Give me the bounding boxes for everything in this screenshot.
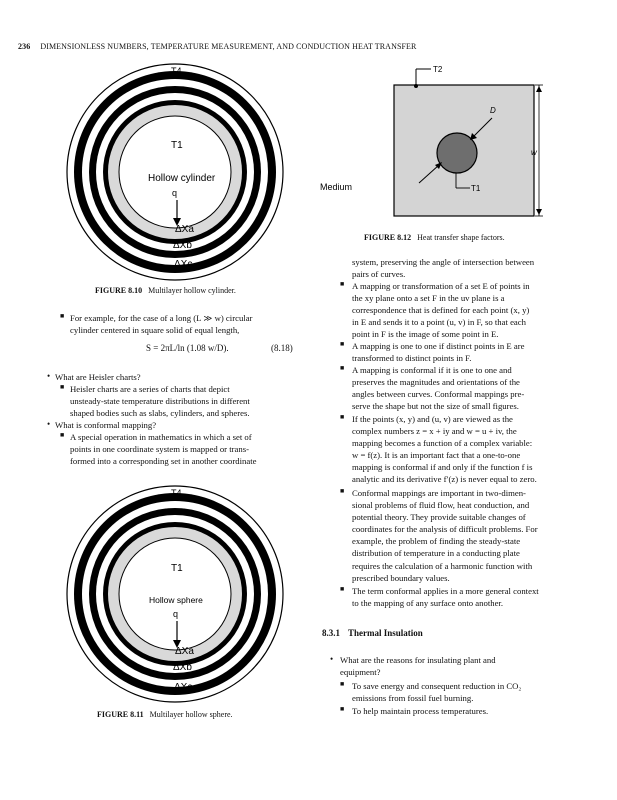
- bullet-mapping-definition: ■ A mapping or transformation of a set E of points in the xy plane onto a set F in the uv plane is a correspondence that is defined for each point (x, y) in E and sends it to a point (u, v) in F, so that each point in F is the image of some point in E.: [340, 280, 530, 340]
- t1-label: T1: [171, 140, 183, 151]
- dxa-label: ΔXa: [175, 646, 194, 657]
- t2-label: T2: [433, 65, 443, 74]
- w-arrow-bottom: [536, 209, 542, 215]
- dxc-label: ΔXc: [174, 259, 193, 270]
- t1-label: T1: [171, 563, 183, 574]
- reason-save-energy: ■ To save energy and consequent reduction in CO₂ emissions from fossil fuel burning.: [340, 680, 522, 704]
- q-label: q: [173, 609, 179, 619]
- t4-label: T4: [171, 488, 182, 498]
- bullet-conformal-importance: ■ Conformal mappings are important in two-dimen- sional problems of fluid flow, heat conduction, and potential theory. They provide suitable changes of coordinates for the analysis of difficult problems. For example, the problem of finding the steady-state distribution of temperature in a conducting plate requires the calculation of a harmonic function with prescribed boundary values.: [340, 487, 538, 583]
- bullet-one-to-one: ■ A mapping is one to one if distinct points in E are transformed to distinct points in F.: [340, 340, 525, 364]
- bullet-conformal-definition: ■ A mapping is conformal if it is one to one and preserves the magnitudes and orientations of the angles between curves. Conformal mappings pre- serve the shape but not the size of small figures.: [340, 364, 525, 412]
- dxb-label: ΔXb: [173, 662, 192, 673]
- t1-label: T1: [471, 184, 481, 193]
- figure-8-11-caption: FIGURE 8.11 Multilayer hollow sphere.: [97, 710, 233, 719]
- answer-conformal: ■ A special operation in mathematics in which a set of points in one coordinate system is mapped or trans- formed into a corresponding set in another coordinate: [60, 431, 257, 467]
- question-heisler: • What are Heisler charts?: [47, 371, 141, 382]
- dxc-label: ΔXc: [174, 682, 193, 693]
- bullet-cylinder-example: ■ For example, for the case of a long (L ≫ w) circular cylinder centered in square solid of equal length,: [60, 312, 253, 336]
- page-number: 236: [18, 42, 31, 51]
- question-insulating: • What are the reasons for insulating plant and equipment?: [330, 654, 496, 678]
- running-title: DIMENSIONLESS NUMBERS, TEMPERATURE MEASUREMENT, AND CONDUCTION HEAT TRANSFER: [40, 42, 417, 51]
- medium-label: Medium: [320, 182, 353, 192]
- figure-8-10-diagram: [35, 60, 315, 282]
- t2-marker: [414, 84, 418, 88]
- dxb-label: ΔXb: [173, 240, 192, 251]
- bullet-complex-numbers: ■ If the points (x, y) and (u, v) are viewed as the complex numbers z = x + iy and w = u + iv, the mapping becomes a function of a complex variable: w = f(z). It is an important fact that a one-to-one mapping is conformal if and only if the function f is analytic and its derivative f′(z) is never equal to zero.: [340, 413, 537, 485]
- d-label: D: [490, 106, 496, 115]
- figure-8-10-caption: FIGURE 8.10 Multilayer hollow cylinder.: [95, 286, 236, 295]
- question-conformal: • What is conformal mapping?: [47, 419, 157, 430]
- hollow-core: [119, 538, 231, 650]
- w-arrow-top: [536, 86, 542, 92]
- figure-8-12-caption: FIGURE 8.12 Heat transfer shape factors.: [364, 233, 505, 242]
- t4-label: T4: [171, 66, 182, 76]
- equation-number: (8.18): [271, 343, 293, 353]
- dxa-label: ΔXa: [175, 224, 194, 235]
- continued-text: system, preserving the angle of intersection between pairs of curves.: [352, 257, 535, 280]
- bullet-general-context: ■ The term conformal applies in a more general context to the mapping of any surface onto another.: [340, 585, 539, 609]
- q-label: q: [172, 188, 178, 198]
- answer-heisler: ■ Heisler charts are a series of charts that depict unsteady-state temperature distributions in different shaped bodies such as slabs, cylinders, and spheres.: [60, 383, 250, 419]
- hollow-cylinder-label: Hollow cylinder: [148, 173, 216, 184]
- w-label: w: [531, 148, 537, 157]
- figure-8-12-diagram: [320, 58, 560, 230]
- figure-8-11-diagram: [35, 482, 315, 704]
- reason-maintain-temperatures: ■ To help maintain process temperatures.: [340, 705, 489, 716]
- section-heading-8-3-1: 8.3.1 Thermal Insulation: [322, 628, 423, 638]
- equation-8-18: S = 2πL/ln (1.08 w/D).: [146, 343, 229, 353]
- hollow-sphere-label: Hollow sphere: [149, 595, 203, 605]
- running-header: [18, 42, 416, 51]
- hollow-core: [119, 116, 231, 228]
